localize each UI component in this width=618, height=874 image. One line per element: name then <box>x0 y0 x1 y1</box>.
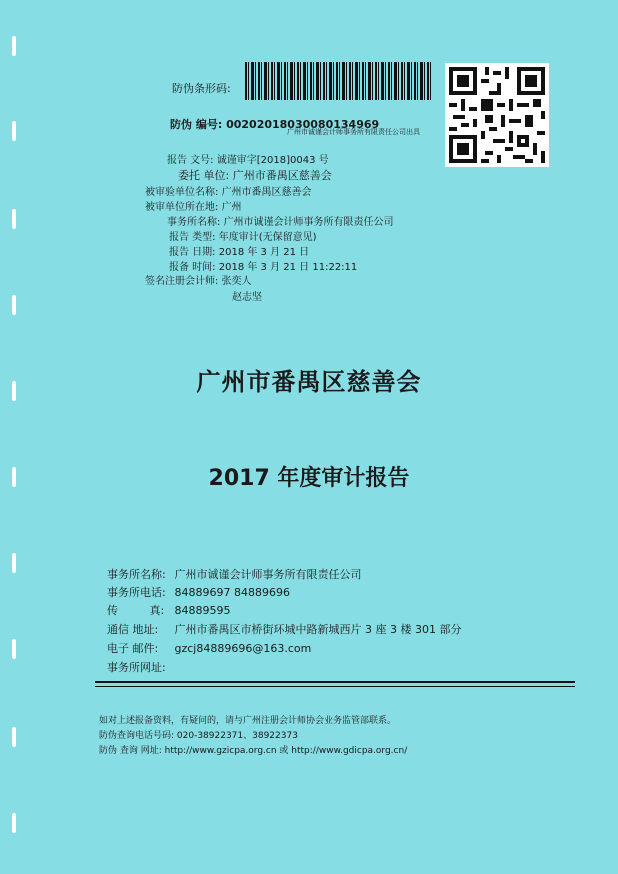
contact-value: 广州市番禺区市桥街环城中路新城西片 3 座 3 楼 301 部分 <box>174 623 462 636</box>
contact-label: 电子 邮件: <box>107 642 159 655</box>
info-label: 报告 类型: <box>169 232 216 243</box>
contact-value: 84889595 <box>174 604 231 617</box>
contact-row-firm-name <box>107 566 362 582</box>
info-row-filing-time <box>169 258 357 273</box>
info-label: 报告 日期: <box>169 247 216 258</box>
qr-code <box>445 63 549 167</box>
contact-row-email <box>107 640 311 656</box>
info-label: 报告 文号: <box>167 155 214 166</box>
contact-row-address <box>107 621 461 637</box>
contact-label: 事务所电话: <box>107 586 166 599</box>
info-label: 事务所名称: <box>167 217 221 228</box>
info-value: 张奕人 <box>221 276 252 287</box>
punch-hole <box>12 553 16 573</box>
divider-thin <box>95 686 575 687</box>
info-row-signing-cpa-2 <box>232 288 262 303</box>
report-title: 2017 年度审计报告 <box>208 466 410 491</box>
info-row-report-type <box>169 228 317 243</box>
info-row-firm-name <box>167 213 394 228</box>
info-value: 诚谨审字[2018]0043 号 <box>216 155 329 166</box>
punch-hole <box>12 295 16 315</box>
info-row-report-number <box>167 151 329 166</box>
info-value: 赵志坚 <box>232 292 262 303</box>
contact-label: 传 真: <box>107 604 165 617</box>
contact-label: 通信 地址: <box>107 623 159 636</box>
info-label: 委托 单位: <box>178 169 230 182</box>
contact-label: 事务所名称: <box>107 568 166 581</box>
info-row-report-date <box>169 243 309 258</box>
footer-note-website: 防伪 查询 网址: http://www.gzicpa.org.cn 或 http://www.gdicpa.org.cn/ <box>99 746 408 756</box>
contact-row-fax <box>107 602 231 618</box>
punch-hole <box>12 727 16 747</box>
punch-hole <box>12 36 16 56</box>
serial-number-value: 00202018030080134969 <box>226 118 380 131</box>
info-label: 签名注册会计师: <box>145 276 219 287</box>
anti-counterfeit-barcode <box>245 62 433 100</box>
info-row-signing-cpa <box>145 272 252 287</box>
footer-note-phone: 防伪查询电话号码: 020-38922371、38922373 <box>99 731 298 741</box>
organization-title: 广州市番禺区慈善会 <box>196 368 422 396</box>
info-value: 广州 <box>221 202 242 213</box>
info-value: 2018 年 3 月 21 日 <box>218 247 310 258</box>
info-label: 被审验单位名称: <box>145 187 219 198</box>
barcode-label: 防伪条形码: <box>172 82 231 95</box>
footer-note-inquiry: 如对上述报备资料，有疑问的，请与广州注册会计师协会业务监管部联系。 <box>99 716 397 726</box>
info-row-audited-entity <box>145 183 312 198</box>
info-value: 广州市番禺区慈善会 <box>221 187 312 198</box>
info-value: 广州市番禺区慈善会 <box>232 169 332 182</box>
contact-value: 广州市诚谨会计师事务所有限责任公司 <box>174 568 362 581</box>
contact-value: gzcj84889696@163.com <box>174 642 312 655</box>
contact-value: 84889697 84889696 <box>174 586 290 599</box>
info-value: 年度审计(无保留意见) <box>218 232 317 243</box>
divider-thick <box>95 681 575 683</box>
contact-row-phone <box>107 584 290 600</box>
info-label: 报备 时间: <box>169 262 216 273</box>
punch-hole <box>12 121 16 141</box>
info-value: 2018 年 3 月 21 日 11:22:11 <box>218 262 358 273</box>
punch-hole <box>12 639 16 659</box>
info-value: 广州市诚谨会计师事务所有限责任公司 <box>223 217 394 228</box>
info-row-client <box>178 167 332 183</box>
contact-row-website <box>107 659 171 675</box>
punch-hole <box>12 209 16 229</box>
contact-label: 事务所网址: <box>107 661 166 674</box>
punch-hole <box>12 813 16 833</box>
microprint-line: 广州市诚谨会计师事务所有限责任公司出具 <box>287 128 420 136</box>
info-row-entity-location <box>145 198 242 213</box>
info-label: 被审单位所在地: <box>145 202 219 213</box>
serial-number-label: 防伪 编号: <box>170 118 223 131</box>
